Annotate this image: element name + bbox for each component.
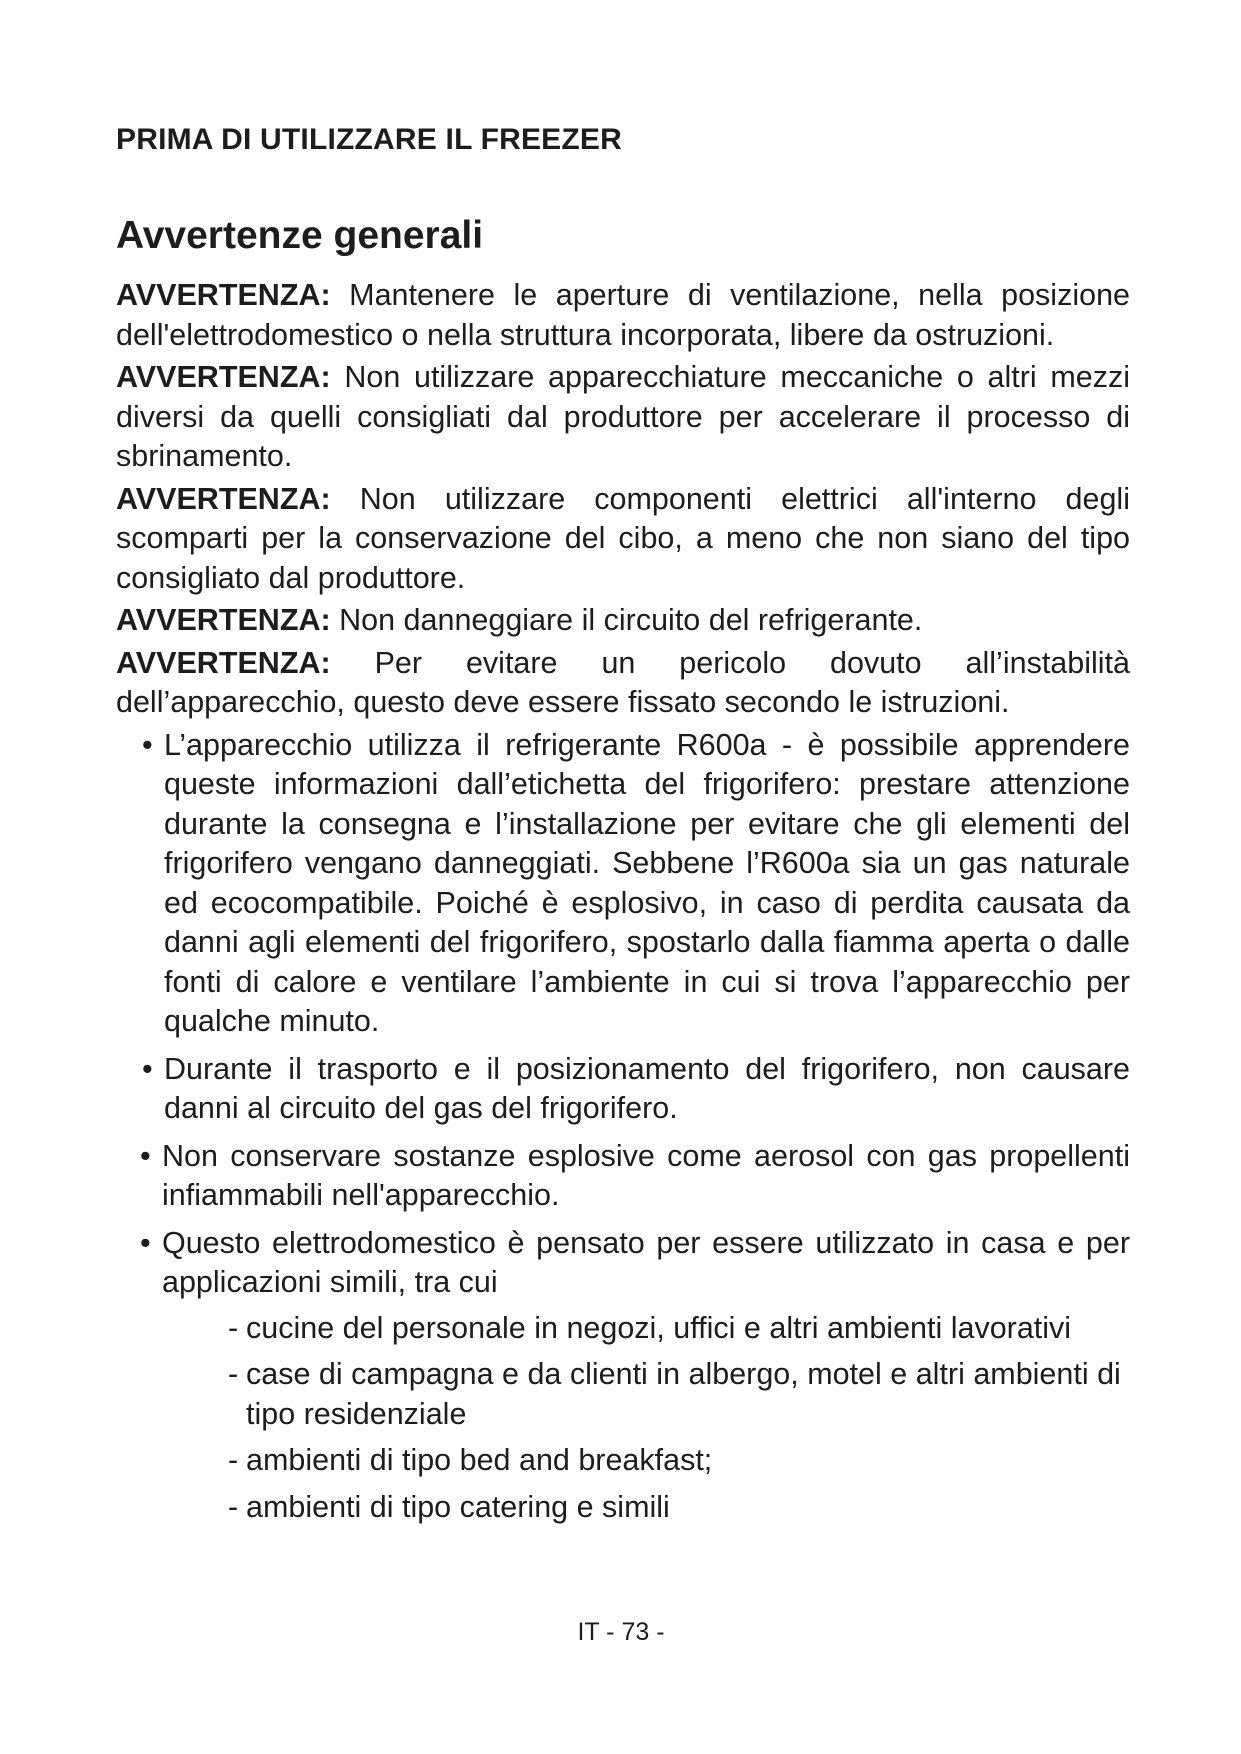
warning-label: AVVERTENZA: <box>116 481 331 516</box>
bullet-item <box>116 726 1130 1042</box>
bullet-item <box>116 1137 1130 1216</box>
warning-text: Mantenere le aperture di ventilazione, nella posizione dell'elettrodomestico o nella struttura incorporata, libere da ostruzioni. <box>116 278 1130 352</box>
heading-general-warnings: Avvertenze generali <box>116 214 484 257</box>
warning-paragraph <box>116 358 1130 477</box>
warning-paragraph <box>116 276 1130 355</box>
sub-item <box>162 1488 1130 1528</box>
warning-paragraph <box>116 480 1130 599</box>
warning-paragraph <box>116 644 1130 723</box>
sub-item-text: case di campagna e da clienti in albergo, motel e altri ambienti di tipo residenziale <box>246 1357 1121 1431</box>
page-number: IT - 73 - <box>577 1618 665 1646</box>
sub-item <box>162 1309 1130 1349</box>
dash-glyph: - <box>228 1357 239 1391</box>
warning-label: AVVERTENZA: <box>116 603 331 637</box>
bullet-glyph: • <box>140 1138 151 1173</box>
warning-label: AVVERTENZA: <box>116 645 331 680</box>
bullet-glyph: • <box>142 727 153 762</box>
section-title: PRIMA DI UTILIZZARE IL FREEZER <box>116 123 622 156</box>
dash-glyph: - <box>228 1310 239 1345</box>
warning-label: AVVERTENZA: <box>116 360 331 394</box>
warning-text: Non utilizzare componenti elettrici all'interno degli scomparti per la conservazione del cibo, a meno che non siano del tipo consigliato dal produttore. <box>116 481 1130 595</box>
warning-text: Non danneggiare il circuito del refrigerante. <box>339 603 923 637</box>
bullet-text: Durante il trasporto e il posizionamento del frigorifero, non causare danni al circuito del gas del frigorifero. <box>164 1051 1130 1125</box>
body-content <box>116 276 1130 1535</box>
bullet-item <box>116 1224 1130 1528</box>
bullet-text: Questo elettrodomestico è pensato per essere utilizzato in casa e per applicazioni simili, tra cui <box>162 1225 1130 1299</box>
warning-paragraph <box>116 601 1130 641</box>
warning-text: Non utilizzare apparecchiature meccaniche o altri mezzi diversi da quelli consigliati dal produttore per accelerare il processo di sbrinamento. <box>116 360 1130 473</box>
bullet-glyph: • <box>140 1225 151 1260</box>
sub-item <box>162 1441 1130 1481</box>
warning-label: AVVERTENZA: <box>116 278 331 312</box>
bullet-list <box>116 726 1130 1528</box>
sub-item-text: cucine del personale in negozi, uffici e altri ambienti lavorativi <box>246 1310 1072 1345</box>
bullet-glyph: • <box>142 1051 153 1086</box>
bullet-item <box>116 1050 1130 1129</box>
sub-list <box>162 1309 1130 1528</box>
bullet-text: Non conservare sostanze esplosive come aerosol con gas propellenti infiammabili nell'apparecchio. <box>162 1138 1130 1212</box>
dash-glyph: - <box>228 1489 239 1524</box>
sub-item-text: ambienti di tipo catering e simili <box>246 1489 670 1524</box>
sub-item <box>162 1355 1130 1434</box>
bullet-text: L’apparecchio utilizza il refrigerante R600a - è possibile apprendere queste informazioni dall’etichetta del frigorifero: prestare attenzione durante la consegna e l’installazione per evitare che gli elementi del frigorifero vengano danneggiati. Sebbene l’R600a sia un gas naturale ed ecocompatibile. Poiché è esplosivo, in caso di perdita causata da danni agli elementi del frigorifero, spostarlo dalla fiamma aperta o dalle fonti di calore e ventilare l’ambiente in cui si trova l’apparecchio per qualche minuto. <box>164 727 1130 1038</box>
dash-glyph: - <box>228 1443 239 1477</box>
warning-text: Per evitare un pericolo dovuto all’instabilità dell’apparecchio, questo deve essere fissato secondo le istruzioni. <box>116 645 1130 719</box>
sub-item-text: ambienti di tipo bed and breakfast; <box>246 1443 713 1477</box>
